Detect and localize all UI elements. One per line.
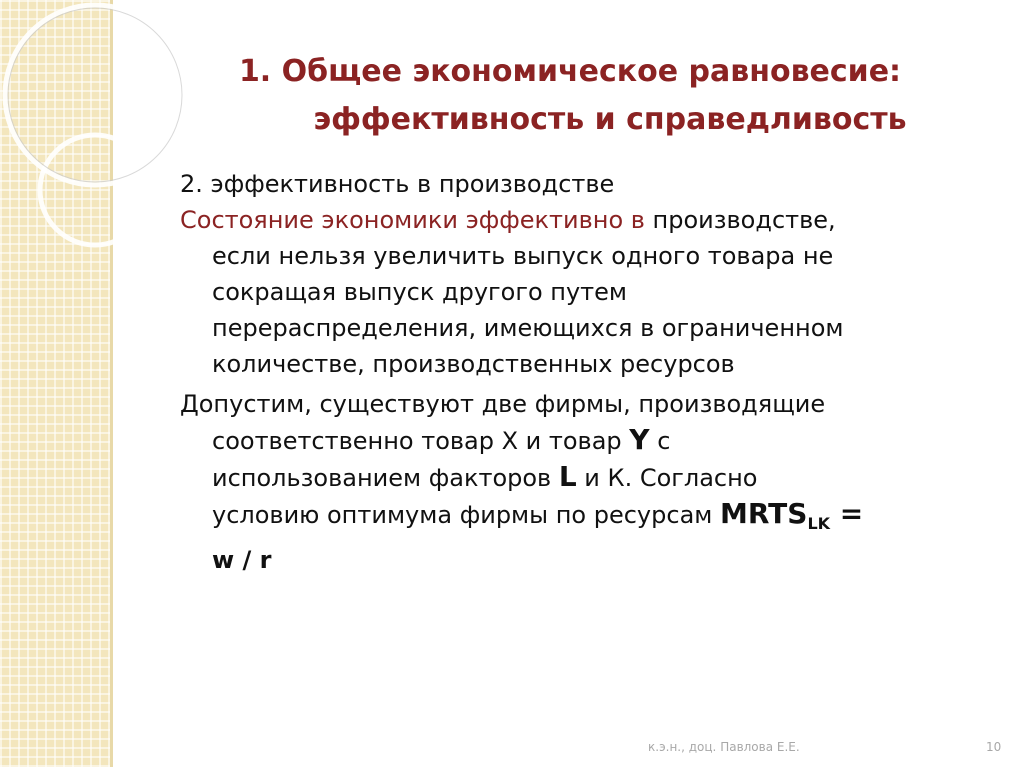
goods-y: Y	[629, 423, 650, 456]
footer-author: к.э.н., доц. Павлова Е.Е.	[648, 740, 800, 754]
page-number: 10	[986, 740, 1002, 754]
mrts-subscript: LK	[807, 513, 831, 533]
definition-line-4: перераспределения, имеющихся в ограниченном	[212, 314, 844, 342]
subtitle: 2. эффективность в производстве	[180, 170, 615, 198]
assume-text-3a: использованием факторов	[212, 464, 559, 492]
definition-line-2: если нельзя увеличить выпуск одного товара не	[212, 242, 834, 270]
assume-text-3b: и К. Согласно	[576, 464, 758, 492]
assume-line-4	[180, 496, 1000, 542]
mrts-equals: =	[830, 497, 864, 530]
title-line-1: 1. Общее экономическое равновесие:	[238, 54, 902, 89]
definition-line	[180, 202, 1000, 238]
mrts-label: MRTS	[720, 497, 808, 530]
factor-l: L	[558, 460, 577, 493]
slide-body	[180, 166, 1000, 578]
definition-line-3: сокращая выпуск другого путем	[212, 278, 627, 306]
assume-text-2b: с	[649, 427, 671, 455]
title-line-2: эффективность и справедливость	[313, 102, 907, 137]
assume-line-2	[180, 422, 1000, 459]
assume-line-1: Допустим, существуют две фирмы, производящие	[180, 390, 826, 418]
assume-line-3	[180, 459, 1000, 496]
slide-title	[160, 48, 980, 144]
definition-rest: производстве,	[644, 206, 836, 234]
assume-text-4a: условию оптимума фирмы по ресурсам	[212, 501, 721, 529]
definition-line-5: количестве, производственных ресурсов	[212, 350, 735, 378]
formula: w / r	[212, 545, 272, 574]
assume-text-2a: соответственно товар Х и товар	[212, 427, 630, 455]
definition-highlight: Состояние экономики эффективно в	[180, 206, 645, 234]
